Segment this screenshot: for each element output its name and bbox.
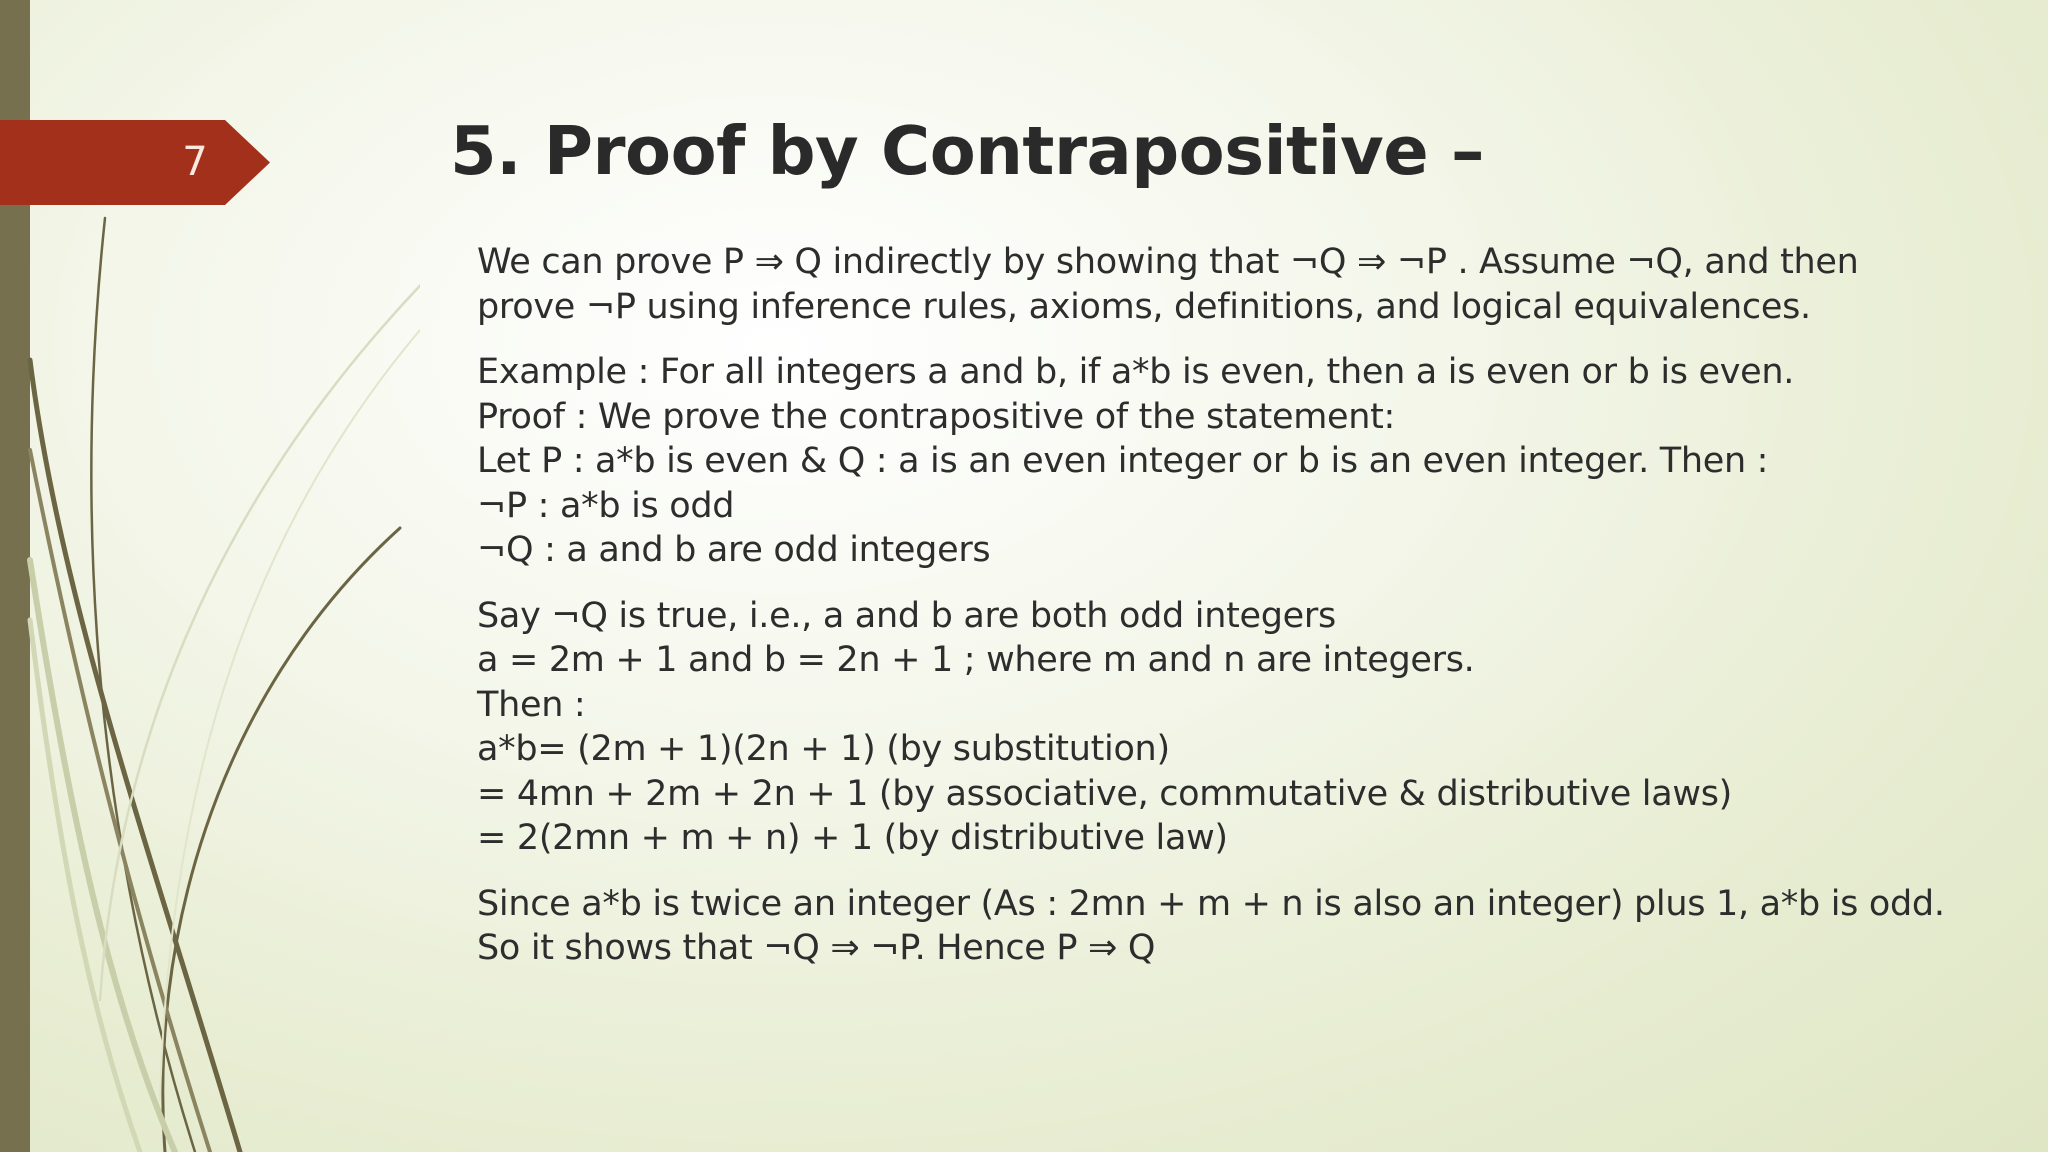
text-line: Proof : We prove the contrapositive of the statement:: [477, 396, 1396, 437]
paragraph-example: [477, 350, 2017, 573]
paragraph-conclusion: [477, 882, 2017, 971]
text-line: Then :: [477, 684, 586, 725]
slide-body: [477, 240, 2017, 992]
text-line: Since a*b is twice an integer (As : 2mn + m + n is also an integer) plus 1, a*b is odd.: [477, 883, 1945, 924]
text-line: prove ¬P using inference rules, axioms, definitions, and logical equivalences.: [477, 286, 1811, 327]
text-line: a = 2m + 1 and b = 2n + 1 ; where m and n are integers.: [477, 640, 1475, 680]
slide-number: 7: [182, 139, 208, 185]
text-line: = 2(2mn + m + n) + 1 (by distributive law): [477, 818, 1228, 858]
text-line: Let P : a*b is even & Q : a is an even integer or b is an even integer. Then :: [477, 441, 1769, 481]
text-line: Example : For all integers a and b, if a*b is even, then a is even or b is even.: [477, 352, 1795, 392]
slide-number-tab: [0, 120, 270, 205]
paragraph-derivation: [477, 594, 2017, 861]
text-line: We can prove P ⇒ Q indirectly by showing that ¬Q ⇒ ¬P . Assume ¬Q, and then: [477, 242, 1859, 282]
slide-title: 5. Proof by Contrapositive –: [450, 112, 1484, 190]
paragraph-intro: [477, 240, 2017, 329]
text-line: ¬P : a*b is odd: [477, 485, 735, 526]
text-line: a*b= (2m + 1)(2n + 1) (by substitution): [477, 729, 1170, 769]
text-line: Say ¬Q is true, i.e., a and b are both odd integers: [477, 595, 1336, 636]
text-line: = 4mn + 2m + 2n + 1 (by associative, commutative & distributive laws): [477, 773, 1732, 814]
text-line: ¬Q : a and b are odd integers: [477, 530, 991, 570]
text-line: So it shows that ¬Q ⇒ ¬P. Hence P ⇒ Q: [477, 928, 1156, 968]
